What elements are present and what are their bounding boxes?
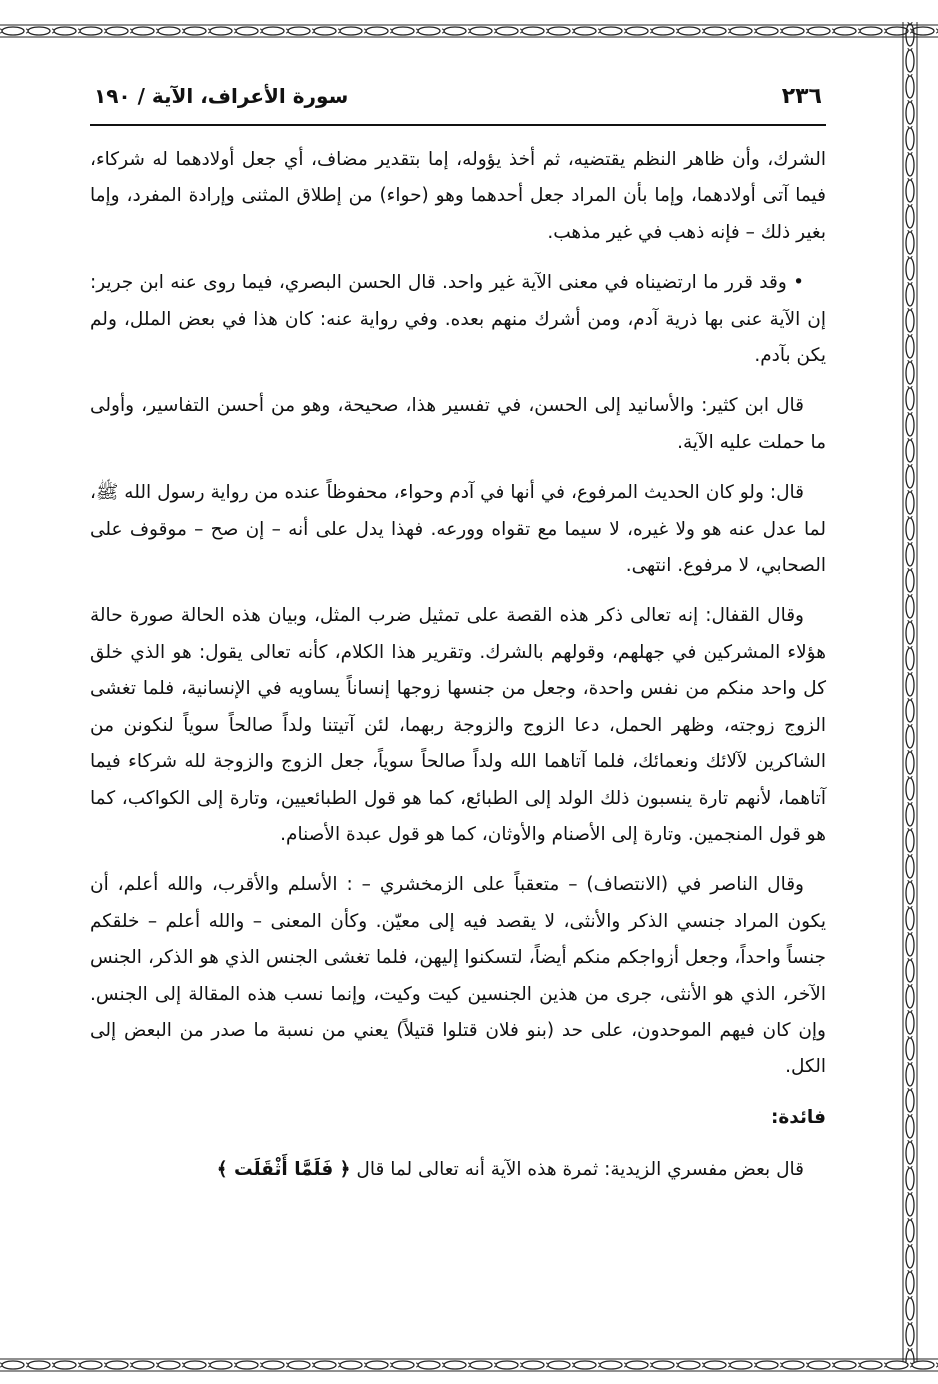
top-border — [0, 24, 938, 38]
paragraph-5: وقال القفال: إنه تعالى ذكر هذه القصة على تمثيل ضرب المثل، وبيان هذه الحالة صورة حالة هؤلاء المشركين في جهلهم، وقولهم بالشرك. وتقرير هذا الكلام، كأنه تعالى يقول: هو الذي خلق كل واحد منكم من نفس واحدة، وجعل من جنسها زوجها إنساناً يساويه في الإنسانية، فلما تغشى الزوج زوجته، وظهر الحمل، دعا الزوج والزوجة ربهما، لئن آتيتنا ولداً صالحاً سوياً لنكونن من الشاكرين لآلائك ونعمائك، فلما آتاهما الله ولداً صالحاً سوياً، جعل الزوج والزوجة لله شركاء فيما آتاهما، لأنهم تارة ينسبون ذلك الولد إلى الطبائع، كما هو قول الطبائعيين، وتارة إلى الكواكب، كما هو قول المنجمين. وتارة إلى الأصنام والأوثان، كما هو قول عبدة الأصنام. — [90, 605, 826, 845]
paragraph-4: قال: ولو كان الحديث المرفوع، في أنها في آدم وحواء، محفوظاً عنده من رواية رسول الله ﷺ، لما عدل عنه هو ولا غيره، لا سيما مع تقواه وورعه. فهذا يدل على أنه – إن صح – موقوف على الصحابي، لا مرفوع. انتهى. — [90, 482, 826, 577]
section-heading: فائدة: — [770, 1106, 826, 1128]
last-line-text: قال بعض مفسري الزيدية: ثمرة هذه الآية أنه تعالى لما قال — [356, 1159, 804, 1181]
paragraph-2: • وقد قرر ما ارتضيناه في معنى الآية غير واحد. قال الحسن البصري، فيما روى عنه ابن جرير: إن الآية عنى بها ذرية آدم، ومن أشرك منهم بعده. وفي رواية عنه: كان هذا في بعض الملل، ولم يكن بآدم. — [90, 272, 826, 367]
quran-verse: ﴿ فَلَمَّا أَثْقَلَت ﴾ — [216, 1159, 351, 1181]
bottom-border — [0, 1358, 938, 1372]
page-header — [90, 78, 826, 126]
page-body — [90, 142, 826, 1189]
book-page — [90, 78, 826, 1358]
right-border — [902, 22, 918, 1362]
surah-title: سورة الأعراف، الآية / ١٩٠ — [94, 84, 349, 108]
paragraph-6: وقال الناصر في (الانتصاف) – متعقباً على الزمخشري – : الأسلم والأقرب، والله أعلم، أن يكون المراد جنسي الذكر والأنثى، لا يقصد فيه إلى معيّن. وكأن المعنى – والله أعلم – خلقكم جنساً واحداً، وجعل أزواجكم منكم أيضاً، لتسكنوا إليهن، فلما تغشى الجنس الذي هو الذكر، الجنس الآخر، الذي هو الأنثى، جرى من هذين الجنسين كيت وكيت، وإنما نسب هذه المقالة إلى الجنس. وإن كان فيهم الموحدون، على حد (بنو فلان قتلوا قتيلاً) يعني من نسبة ما صدر من البعض إلى الكل. — [90, 874, 826, 1078]
last-line — [90, 1152, 826, 1188]
paragraph-3: قال ابن كثير: والأسانيد إلى الحسن، في تفسير هذا، صحيحة، وهو من أحسن التفاسير، وأولى ما حملت عليه الآية. — [90, 395, 826, 453]
page-number: ٢٣٦ — [781, 84, 822, 109]
paragraph-1: الشرك، وأن ظاهر النظم يقتضيه، ثم أخذ يؤوله، إما بتقدير مضاف، أي جعل أولادهما له شركاء، فيما آتى أولادهما، وإما بأن المراد جعل أحدهما وهو (حواء) من إطلاق المثنى وإرادة المفرد، وإما بغير ذلك – فإنه ذهب في غير مذهب. — [90, 149, 826, 243]
